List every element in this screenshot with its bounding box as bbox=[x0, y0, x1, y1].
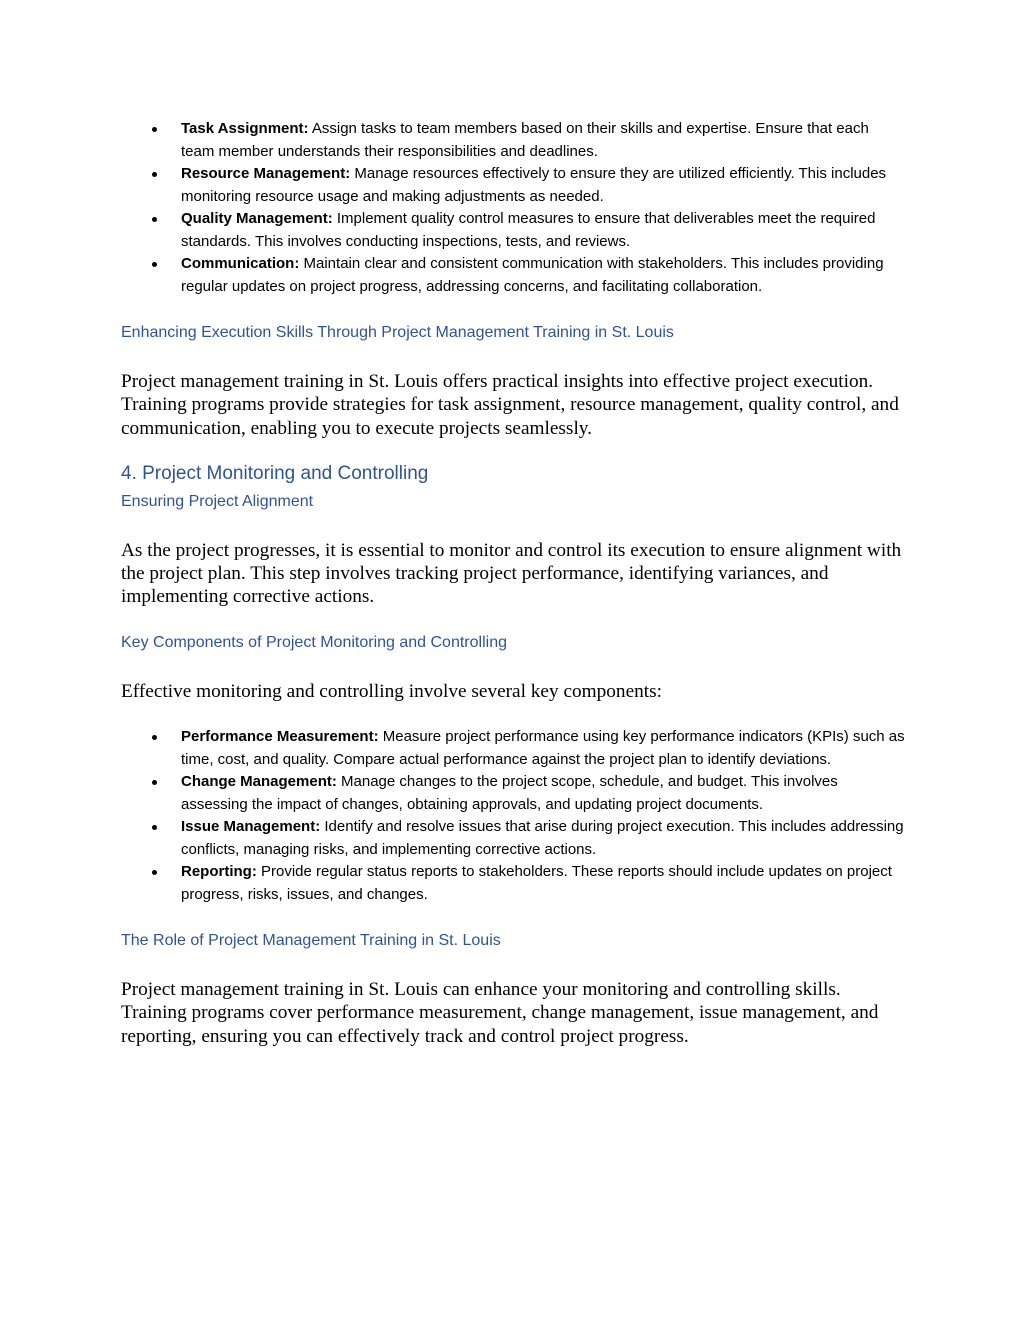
list-item-term: Resource Management: bbox=[181, 165, 351, 182]
list-item-text: Manage changes to the project scope, schedule, and budget. This involves assessing the impact of changes, obtaining approvals, and updating project documents. bbox=[181, 773, 838, 813]
alignment-heading: Ensuring Project Alignment bbox=[121, 492, 314, 510]
execution-components-list bbox=[121, 118, 906, 298]
execution-training-paragraph: Project management training in St. Louis offers practical insights into effective project execution. Training programs provide strategies for task assignment, resource management, quality control, and communication, enabling you to execute projects seamlessly. bbox=[121, 371, 899, 439]
list-item-issue-management bbox=[121, 816, 906, 861]
components-intro: Effective monitoring and controlling involve several key components: bbox=[121, 680, 662, 702]
monitoring-section-heading: 4. Project Monitoring and Controlling bbox=[121, 462, 429, 484]
list-item-term: Issue Management: bbox=[181, 818, 321, 836]
list-item-task-assignment bbox=[121, 118, 906, 163]
list-item-text: Identify and resolve issues that arise during project execution. This includes addressing conflicts, managing risks, and implementing corrective actions. bbox=[181, 818, 904, 858]
list-item-reporting bbox=[121, 861, 906, 906]
role-paragraph: Project management training in St. Louis can enhance your monitoring and controlling skills. Training programs cover performance measurement, change management, issue management, and reporting, ensuring you can effectively track and control project progress. bbox=[121, 979, 879, 1047]
list-item-term: Communication: bbox=[181, 255, 300, 272]
list-item-text: Measure project performance using key performance indicators (KPIs) such as time, cost, and quality. Compare actual performance against the project plan to identify deviations. bbox=[181, 728, 905, 768]
list-item-text: Maintain clear and consistent communication with stakeholders. This includes providing regular updates on project progress, addressing concerns, and facilitating collaboration. bbox=[181, 255, 884, 295]
list-item-term: Performance Measurement: bbox=[181, 728, 379, 746]
list-item-term: Reporting: bbox=[181, 863, 257, 881]
role-heading: The Role of Project Management Training in St. Louis bbox=[121, 932, 501, 950]
list-item-text: Manage resources effectively to ensure they are utilized efficiently. This includes monitoring resource usage and making adjustments as needed. bbox=[181, 165, 887, 205]
list-item-term: Change Management: bbox=[181, 773, 337, 791]
list-item-performance-measurement bbox=[121, 726, 906, 771]
document-page bbox=[121, 118, 906, 1048]
components-heading: Key Components of Project Monitoring and Controlling bbox=[121, 633, 507, 651]
list-item-term: Quality Management: bbox=[181, 210, 333, 227]
list-item-change-management bbox=[121, 771, 906, 816]
list-item-communication bbox=[121, 253, 906, 298]
list-item-term: Task Assignment: bbox=[181, 120, 309, 137]
execution-training-heading: Enhancing Execution Skills Through Project Management Training in St. Louis bbox=[121, 324, 674, 341]
list-item-text: Assign tasks to team members based on their skills and expertise. Ensure that each team member understands their responsibilities and deadlines. bbox=[181, 120, 869, 160]
list-item-text: Provide regular status reports to stakeholders. These reports should include updates on project progress, risks, issues, and changes. bbox=[181, 863, 892, 903]
alignment-paragraph: As the project progresses, it is essential to monitor and control its execution to ensure alignment with the project plan. This step involves tracking project performance, identifying variances, and implementing corrective actions. bbox=[121, 539, 902, 608]
list-item-quality-management bbox=[121, 208, 906, 253]
list-item-resource-management bbox=[121, 163, 906, 208]
list-item-text: Implement quality control measures to ensure that deliverables meet the required standards. This involves conducting inspections, tests, and reviews. bbox=[181, 210, 876, 250]
monitoring-components-list bbox=[121, 726, 906, 906]
